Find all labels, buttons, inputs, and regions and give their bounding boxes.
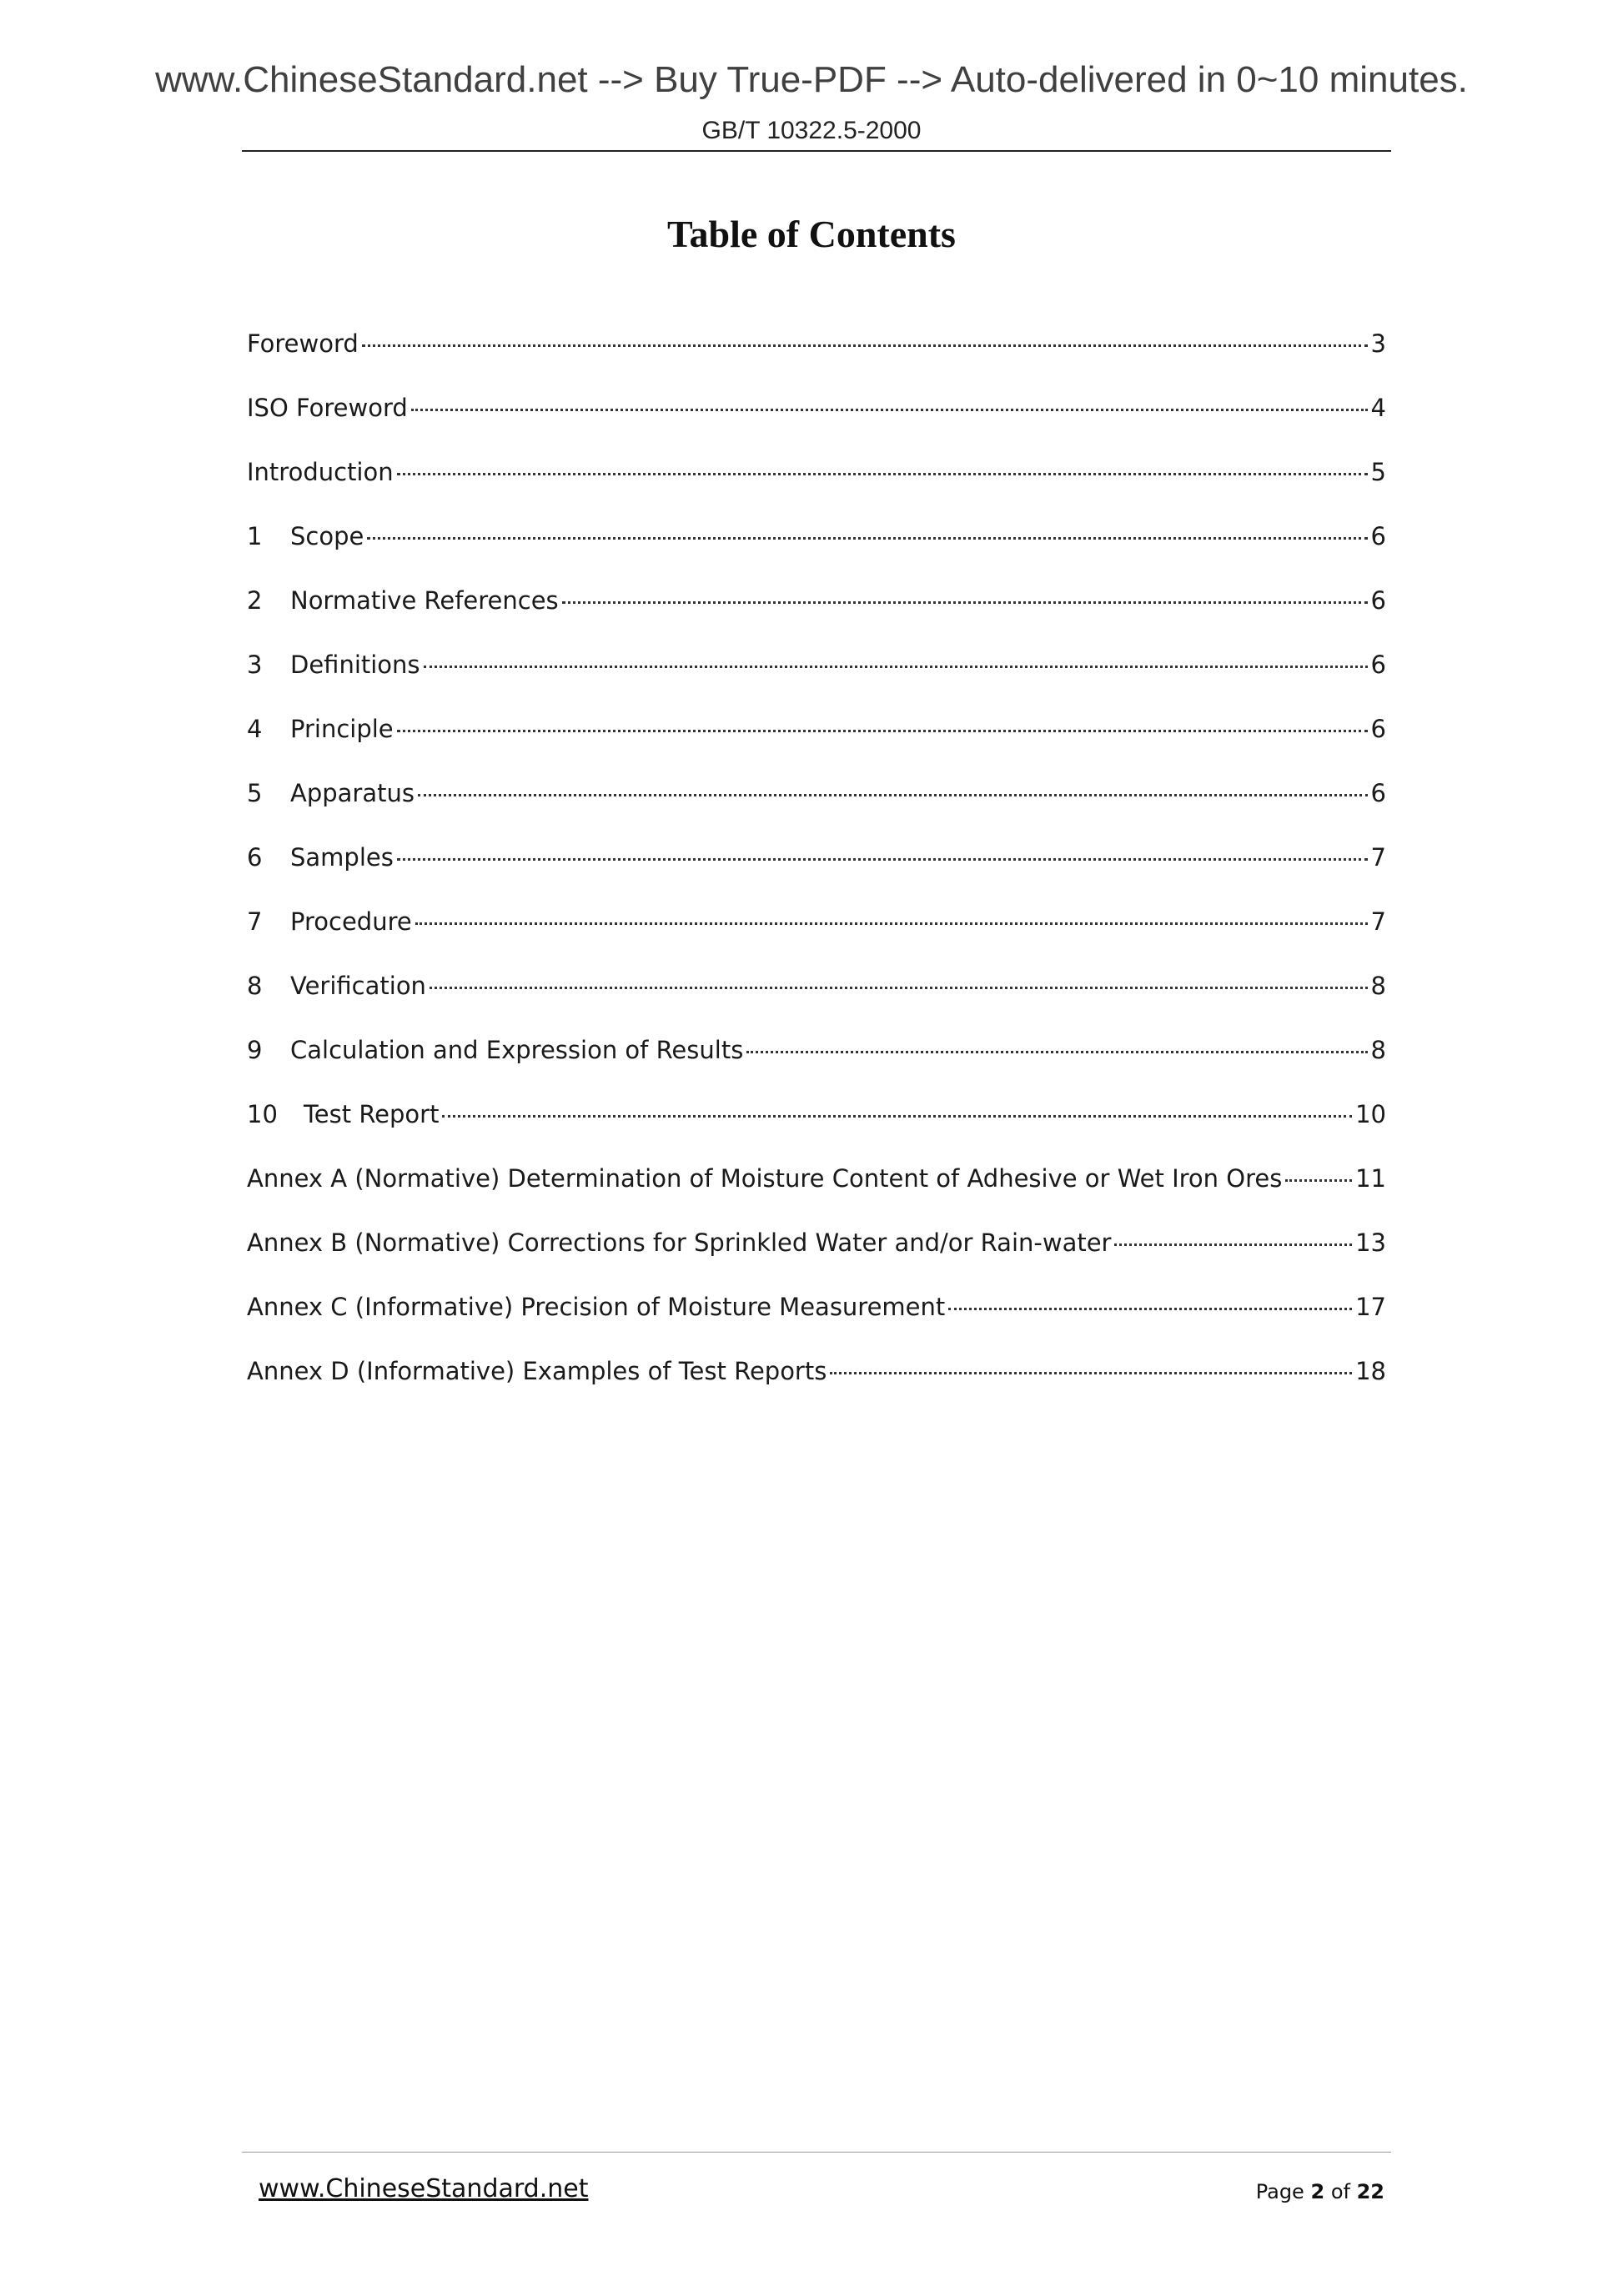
standard-code: GB/T 10322.5-2000 — [701, 117, 922, 144]
toc-entry[interactable] — [247, 1100, 1386, 1164]
toc-entry-page: 7 — [1370, 843, 1386, 872]
toc-entry-page: 6 — [1370, 586, 1386, 615]
toc-entry[interactable] — [247, 458, 1386, 522]
page-word: Page — [1255, 2180, 1304, 2203]
toc-entry[interactable] — [247, 715, 1386, 779]
toc-dot-leader — [948, 1308, 1352, 1310]
toc-entry[interactable] — [247, 972, 1386, 1036]
footer-site-link[interactable]: www.ChineseStandard.net — [259, 2174, 589, 2203]
toc-entry-label: Introduction — [247, 458, 394, 486]
toc-entry-label: Definitions — [290, 651, 420, 679]
toc-entry[interactable] — [247, 522, 1386, 586]
toc-dot-leader — [830, 1372, 1352, 1374]
table-of-contents — [247, 329, 1386, 1421]
toc-entry-page: 4 — [1370, 394, 1386, 422]
toc-entry[interactable] — [247, 1228, 1386, 1293]
toc-dot-leader — [746, 1051, 1367, 1053]
toc-entry-page: 6 — [1370, 779, 1386, 807]
toc-entry[interactable] — [247, 651, 1386, 715]
toc-entry-label: Apparatus — [290, 779, 415, 807]
toc-entry-number: 3 — [247, 651, 263, 679]
toc-entry-number: 2 — [247, 586, 263, 615]
toc-dot-leader — [1114, 1243, 1352, 1246]
toc-dot-leader — [442, 1115, 1352, 1118]
toc-entry-label: Annex A (Normative) Determination of Moisture Content of Adhesive or Wet Iron Ores — [247, 1164, 1283, 1193]
toc-dot-leader — [367, 537, 1367, 540]
toc-entry-page: 8 — [1370, 972, 1386, 1000]
toc-entry[interactable] — [247, 1293, 1386, 1357]
toc-entry-label: ISO Foreword — [247, 394, 408, 422]
toc-dot-leader — [415, 922, 1368, 925]
toc-entry[interactable] — [247, 843, 1386, 907]
toc-entry-number: 10 — [247, 1100, 278, 1128]
toc-dot-leader — [397, 473, 1368, 475]
toc-entry-page: 17 — [1355, 1293, 1386, 1321]
toc-entry-label: Principle — [290, 715, 394, 743]
toc-entry-number: 9 — [247, 1036, 263, 1064]
page-title: Table of Contents — [667, 213, 956, 255]
toc-dot-leader — [397, 730, 1368, 732]
toc-entry-page: 5 — [1370, 458, 1386, 486]
toc-entry-label: Foreword — [247, 329, 359, 358]
toc-dot-leader — [424, 666, 1368, 668]
toc-entry-number: 1 — [247, 522, 263, 550]
toc-entry-number: 5 — [247, 779, 263, 807]
toc-entry[interactable] — [247, 1036, 1386, 1100]
toc-dot-leader — [562, 601, 1368, 604]
toc-entry[interactable] — [247, 394, 1386, 458]
toc-entry-label: Scope — [290, 522, 364, 550]
toc-entry[interactable] — [247, 586, 1386, 651]
toc-entry-label: Annex B (Normative) Corrections for Sprinkled Water and/or Rain-water — [247, 1228, 1112, 1257]
toc-entry-page: 6 — [1370, 522, 1386, 550]
toc-entry-label: Verification — [290, 972, 426, 1000]
toc-entry[interactable] — [247, 1357, 1386, 1421]
toc-entry-label: Calculation and Expression of Results — [290, 1036, 744, 1064]
toc-dot-leader — [411, 409, 1368, 411]
toc-dot-leader — [418, 794, 1368, 796]
toc-entry-number: 7 — [247, 907, 263, 936]
toc-entry-number: 8 — [247, 972, 263, 1000]
toc-entry-page: 6 — [1370, 715, 1386, 743]
toc-dot-leader — [1285, 1179, 1352, 1182]
toc-entry-page: 11 — [1355, 1164, 1386, 1193]
footer-divider — [242, 2152, 1391, 2153]
toc-entry-page: 7 — [1370, 907, 1386, 936]
toc-entry-label: Annex C (Informative) Precision of Moisture Measurement — [247, 1293, 946, 1321]
toc-entry-number: 6 — [247, 843, 263, 872]
toc-entry-label: Normative References — [290, 586, 559, 615]
toc-entry-label: Test Report — [304, 1100, 440, 1128]
header-divider — [242, 150, 1391, 152]
toc-entry-page: 6 — [1370, 651, 1386, 679]
toc-entry-page: 13 — [1355, 1228, 1386, 1257]
site-banner[interactable]: www.ChineseStandard.net --> Buy True-PDF --> Auto-delivered in 0~10 minutes. — [155, 59, 1468, 100]
toc-entry-page: 10 — [1355, 1100, 1386, 1128]
toc-dot-leader — [430, 987, 1368, 989]
toc-entry[interactable] — [247, 907, 1386, 972]
toc-entry-label: Procedure — [290, 907, 412, 936]
toc-entry[interactable] — [247, 1164, 1386, 1228]
toc-dot-leader — [362, 344, 1368, 347]
current-page-number: 2 — [1310, 2180, 1325, 2203]
toc-dot-leader — [397, 858, 1368, 861]
toc-entry-page: 18 — [1355, 1357, 1386, 1385]
toc-entry-label: Samples — [290, 843, 394, 872]
toc-entry-page: 8 — [1370, 1036, 1386, 1064]
toc-entry-label: Annex D (Informative) Examples of Test Reports — [247, 1357, 827, 1385]
of-word: of — [1330, 2180, 1350, 2203]
toc-entry-page: 3 — [1370, 329, 1386, 358]
page-indicator — [1256, 2182, 1384, 2202]
total-pages-number: 22 — [1356, 2180, 1384, 2203]
toc-entry[interactable] — [247, 779, 1386, 843]
toc-entry-number: 4 — [247, 715, 263, 743]
toc-entry[interactable] — [247, 329, 1386, 394]
